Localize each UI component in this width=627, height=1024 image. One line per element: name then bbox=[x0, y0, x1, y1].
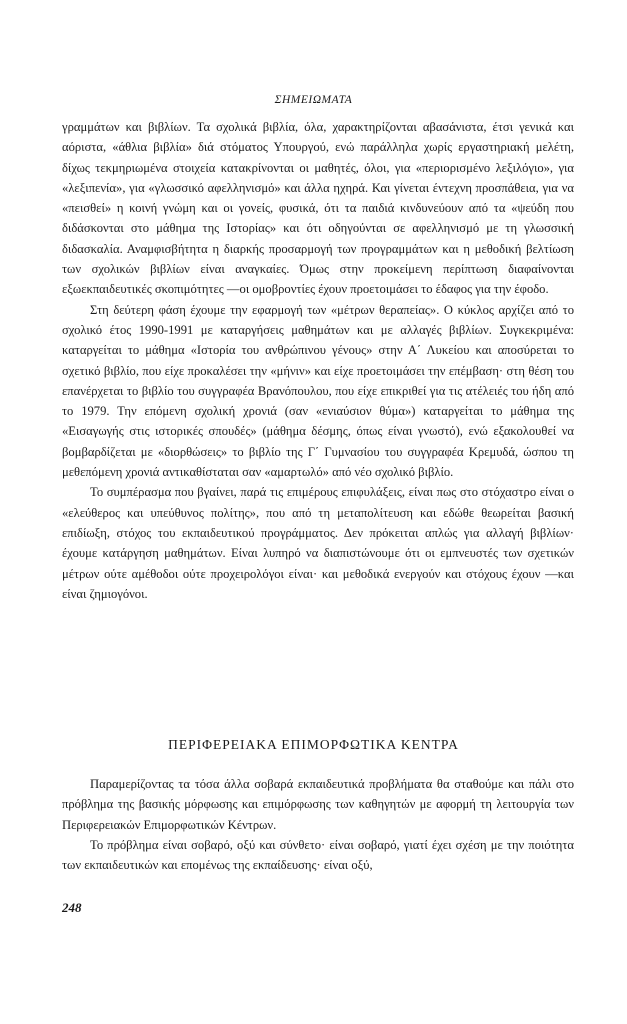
paragraph: Το συμπέρασμα που βγαίνει, παρά τις επιμέρους επιφυλάξεις, είναι πως στο στόχαστρο είναι ο «ελεύθερος και υπεύθυνος πολίτης», που από τη μεταπολίτευση και εδώθε θεωρείται βασική επιδίωξη, στόχος του εκπαιδευτικού προγράμματος. Δεν πρόκειται απλώς για αλλαγή βιβλίων· έχουμε κατάργηση μαθημάτων. Είναι λυπηρό να διαπιστώνουμε ότι οι εμπνευστές των σχετικών μέτρων ούτε αμέθοδοι ούτε προχειρολόγοι είναι· και μεθοδικά ενεργούν και στόχους έχουν —και είναι ζημιογόνοι. bbox=[62, 485, 574, 601]
section-text-block bbox=[62, 774, 574, 875]
page-number: 248 bbox=[62, 900, 82, 915]
main-text-block bbox=[62, 117, 574, 604]
paragraph: Παραμερίζοντας τα τόσα άλλα σοβαρά εκπαιδευτικά προβλήματα θα σταθούμε και πάλι στο πρόβλημα της βασικής μόρφωσης και επιμόρφωσης των καθηγητών με αφορμή τη λειτουργία των Περιφερειακών Επιμορφωτικών Κέντρων. bbox=[62, 777, 574, 832]
paragraph: Το πρόβλημα είναι σοβαρό, οξύ και σύνθετο· είναι σοβαρό, γιατί έχει σχέση με την ποιότητα των εκπαιδευτικών και επομένως της εκπαίδευσης· είναι οξύ, bbox=[62, 837, 574, 873]
section-heading: ΠΕΡΙΦΕΡΕΙΑΚΑ ΕΠΙΜΟΡΦΩΤΙΚΑ ΚΕΝΤΡΑ bbox=[168, 737, 459, 752]
paragraph-continuation: γραμμάτων και βιβλίων. Τα σχολικά βιβλία, όλα, χαρακτηρίζονται αβασάνιστα, έτσι γενικά και αόριστα, «άθλια βιβλία» διά στόματος Υπουργού, ενώ παράλληλα χωρίς εργαστηριακή μελέτη, δίχως τεκμηριωμένα στοιχεία κατακρίνονται οι μαθητές, όλοι, για «περιορισμένο λεξιλόγιο», για «λεξιπενία», για «γλωσσικό αφελληνισμό» και άλλα ηχηρά. Και γίνεται έντεχνη προσπάθεια, για να «πεισθεί» η κοινή γνώμη και οι γονείς, φυσικά, ότι τα παιδιά κινδυνεύουν από τα «ψεύδη που διδάσκονται στο μάθημα της Ιστορίας» και ότι οδηγούνται σε αφελληνισμό με τη γλωσσική διδασκαλία. Αναμφισβήτητα η διαρκής προσαρμογή των προγραμμάτων και η μεθοδική βελτίωση των σχολικών βιβλίων είναι αναγκαίες. Όμως στην προκείμενη περίπτωση διαφαίνονται εξωεκπαιδευτικές σκοπιμότητες —οι ομοβροντίες έχουν προετοιμάσει το έδαφος για την έφοδο. bbox=[62, 120, 574, 297]
running-head: ΣΗΜΕΙΩΜΑΤΑ bbox=[274, 94, 353, 106]
paragraph: Στη δεύτερη φάση έχουμε την εφαρμογή των «μέτρων θεραπείας». Ο κύκλος αρχίζει από το σχολικό έτος 1990-1991 με καταργήσεις μαθημάτων και με αλλαγές βιβλίων. Συγκεκριμένα: καταργείται το μάθημα «Ιστορία του ανθρώπινου γένους» στην Α΄ Λυκείου και αποσύρεται το σχετικό βιβλίο, που είχε προκαλέσει την «μήνιν» και είχε προετοιμάσει την επέμβαση· στη θέση του επανέρχεται το βιβλίο του συγγραφέα Βρανόπουλου, που είχε επικριθεί για τις ατέλειές του ήδη από το 1979. Την επόμενη σχολική χρονιά (σαν «ενιαύσιον θύμα») καταργείται το μάθημα της «Εισαγωγής στις ιστορικές σπουδές» (μάθημα δέσμης, όπως είναι γνωστό), ενώ εξακολουθεί να βομβαρδίζεται με «διορθώσεις» το βιβλίο της Γ΄ Γυμνασίου του συγγραφέα Κρεμυδά, ώσπου τη μεθεπόμενη χρονιά αντικαθίσταται σαν «αμαρτωλό» από νέο σχολικό βιβλίο. bbox=[62, 302, 574, 480]
